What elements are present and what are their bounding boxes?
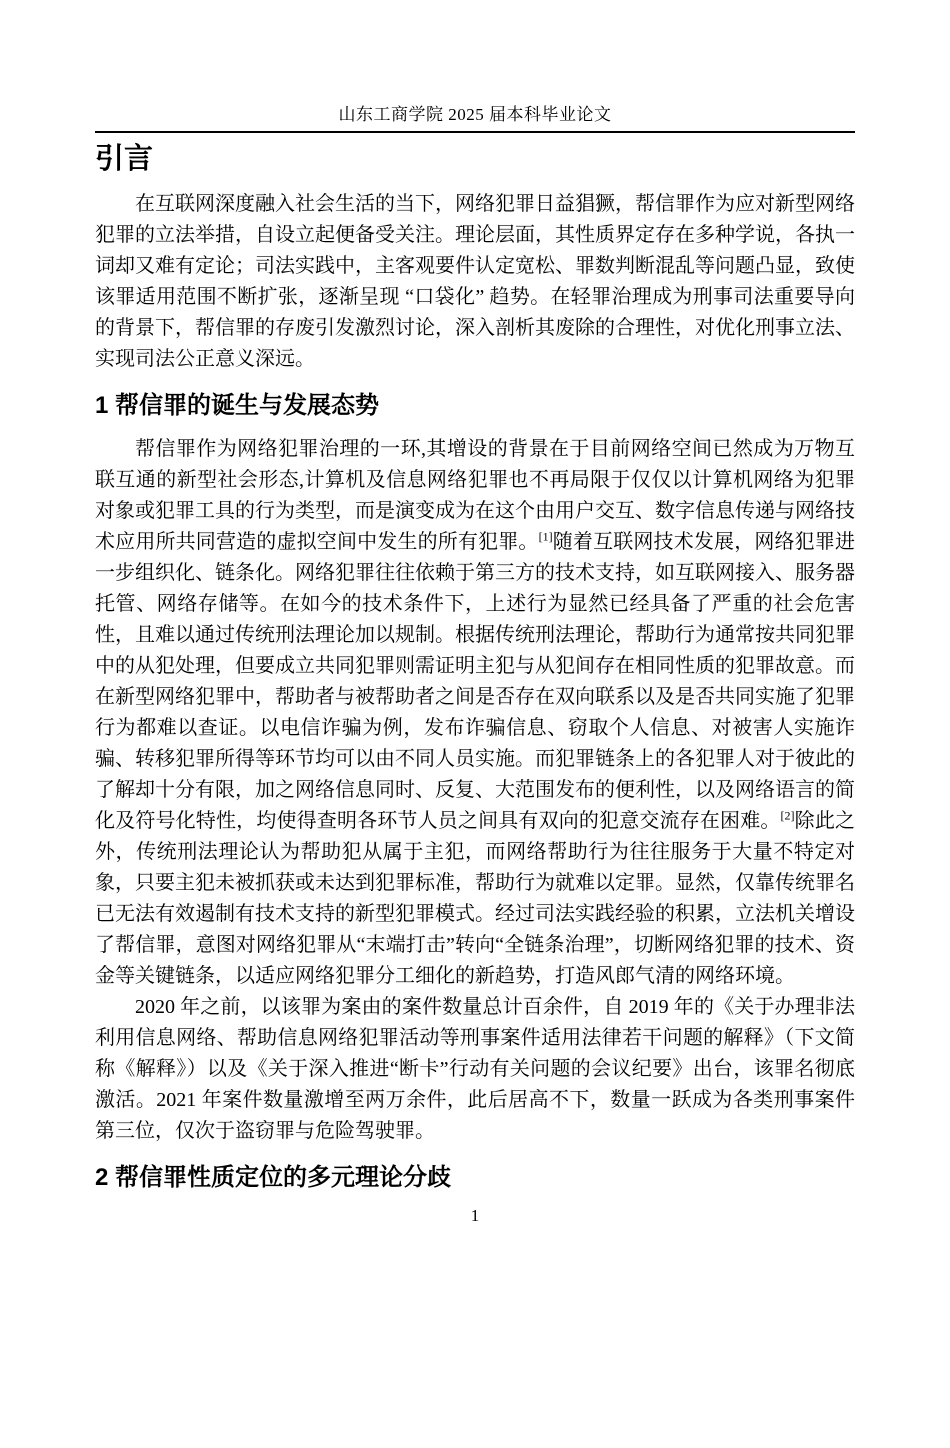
running-header: 山东工商学院 2025 届本科毕业论文 (338, 105, 612, 124)
citation-marker-1: [1] (538, 529, 553, 544)
document-page (0, 104, 950, 1448)
intro-heading: 引言 (95, 143, 154, 175)
header-rule (95, 131, 855, 133)
paragraph-text-segment: 除此之外，传统刑法理论认为帮助犯从属于主犯，而网络帮助行为往往服务于大量不特定对象，只要主犯未被抓获或未达到犯罪标准，帮助行为就难以定罪。显然，仅靠传统罪名已无法有效遏制有技术支持的新型犯罪模式。经过司法实践经验的积累，立法机关增设了帮信罪，意图对网络犯罪从“末端打击”转向“全链条治理”，切断网络犯罪的技术、资金等关键链条，以适应网络犯罪分工细化的新趋势，打造风郎气清的网络环境。 (95, 809, 856, 987)
paragraph-text-segment: 随着互联网技术发展，网络犯罪进一步组织化、链条化。网络犯罪往往依赖于第三方的技术支持，如互联网接入、服务器托管、网络存储等。在如今的技术条件下，上述行为显然已经具备了严重的社会危害性，且难以通过传统刑法理论加以规制。根据传统刑法理论，帮助行为通常按共同犯罪中的从犯处理，但要成立共同犯罪则需证明主犯与从犯间存在相同性质的犯罪故意。而在新型网络犯罪中，帮助者与被帮助者之间是否存在双向联系以及是否共同实施了犯罪行为都难以查证。以电信诈骗为例，发布诈骗信息、窃取个人信息、对被害人实施诈骗、转移犯罪所得等环节均可以由不同人员实施。而犯罪链条上的各犯罪人对于彼此的了解却十分有限，加之网络信息同时、反复、大范围发布的便利性，以及网络语言的简化及符号化特性，均使得查明各环节人员之间具有双向的犯意交流存在困难。 (95, 530, 856, 832)
page-number: 1 (470, 1205, 480, 1225)
section-2-heading: 2 帮信罪性质定位的多元理论分歧 (95, 1163, 452, 1191)
paragraph-text-segment: 帮信罪作为网络犯罪治理的一环,其增设的背景在于目前网络空间已然成为万物互联互通的新型社会形态,计算机及信息网络犯罪也不再局限于仅仅以计算机网络为犯罪对象或犯罪工具的行为类型，而是演变成为在这个由用户交互、数字信息传递与网络技术应用所共同营造的虚拟空间中发生的所有犯罪。 (95, 437, 855, 553)
citation-marker-2: [2] (780, 808, 795, 823)
section-1-paragraph-2: 2020 年之前，以该罪为案由的案件数量总计百余件，自 2019 年的《关于办理非法利用信息网络、帮助信息网络犯罪活动等刑事案件适用法律若干问题的解释》（下文简称《解释》）以及《关于深入推进“断卡”行动有关问题的会议纪要》出台，该罪名彻底激活。2021 年案件数量激增至两万余件，此后居高不下，数量一跃成为各类刑事案件第三位，仅次于盗窃罪与危险驾驶罪。 (95, 995, 855, 1142)
section-1-paragraph-1 (95, 434, 855, 992)
section-1-heading: 1 帮信罪的诞生与发展态势 (95, 391, 380, 419)
intro-paragraph: 在互联网深度融入社会生活的当下，网络犯罪日益猖獗，帮信罪作为应对新型网络犯罪的立法举措，自设立起便备受关注。理论层面，其性质界定存在多种学说，各执一词却又难有定论；司法实践中，主客观要件认定宽松、罪数判断混乱等问题凸显，致使该罪适用范围不断扩张，逐渐呈现 “口袋化” 趋势。在轻罪治理成为刑事司法重要导向的背景下，帮信罪的存废引发激烈讨论，深入剖析其废除的合理性，对优化刑事立法、实现司法公正意义深远。 (95, 192, 855, 370)
